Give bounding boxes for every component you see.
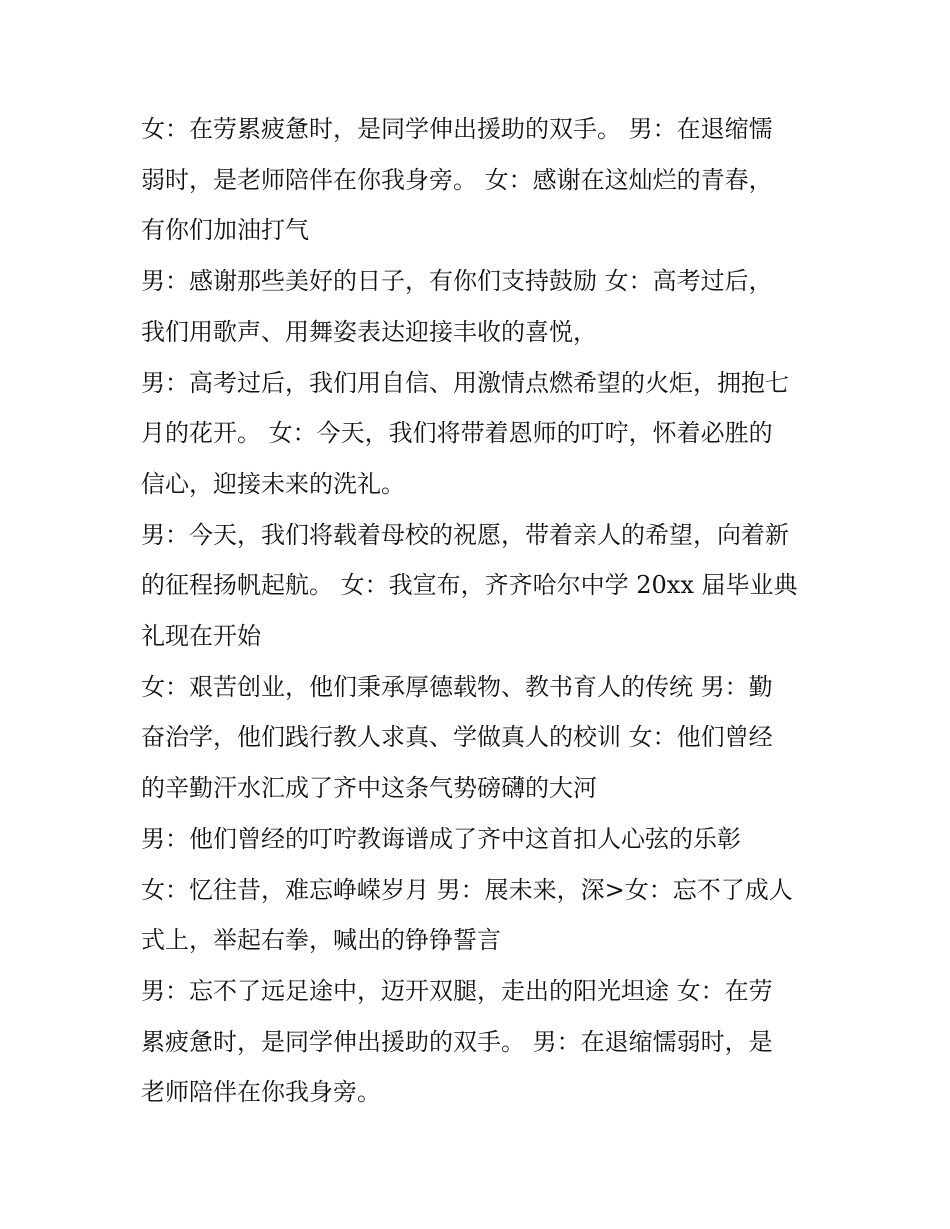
text-line: 式上，举起右拳，喊出的铮铮誓言: [141, 926, 501, 955]
text-line: 女：在劳累疲惫时，是同学伸出援助的双手。 男：在退缩懦: [141, 115, 773, 143]
text-line: 弱时，是老师陪伴在你我身旁。 女：感谢在这灿烂的青春，: [141, 165, 773, 194]
text-line: 男：他们曾经的叮咛教诲谱成了齐中这首扣人心弦的乐彰: [141, 824, 741, 853]
text-line: 女：忆往昔，难忘峥嵘岁月 男：展未来，深>女：忘不了成人: [141, 875, 793, 904]
text-line: 的辛勤汗水汇成了齐中这条气势磅礴的大河: [141, 774, 597, 803]
text-line: 男：今天，我们将载着母校的祝愿，带着亲人的希望，向着新: [141, 520, 789, 549]
text-line: 月的花开。 女：今天，我们将带着恩师的叮咛，怀着必胜的: [141, 419, 773, 448]
text-line: 男：高考过后，我们用自信、用激情点燃希望的火炬，拥抱七: [141, 368, 789, 397]
text-line: 有你们加油打气: [141, 216, 309, 245]
text-line: 女：艰苦创业，他们秉承厚德载物、教书育人的传统 男：勤: [141, 672, 773, 701]
text-line: 老师陪伴在你我身旁。: [141, 1078, 381, 1107]
text-line: 礼现在开始: [141, 622, 261, 651]
text-line: 男：感谢那些美好的日子，有你们支持鼓励 女：高考过后，: [141, 267, 773, 296]
text-line: 的征程扬帆起航。 女：我宣布，齐齐哈尔中学 20xx 届毕业典: [141, 571, 798, 600]
text-line: 奋治学，他们践行教人求真、学做真人的校训 女：他们曾经: [141, 723, 773, 752]
body-text: [141, 104, 813, 1118]
text-line: 我们用歌声、用舞姿表达迎接丰收的喜悦，: [141, 317, 597, 346]
text-line: 信心，迎接未来的洗礼。: [141, 469, 405, 498]
text-line: 男：忘不了远足途中，迈开双腿，走出的阳光坦途 女：在劳: [141, 976, 773, 1005]
text-line: 累疲惫时，是同学伸出援助的双手。 男：在退缩懦弱时，是: [141, 1027, 773, 1056]
